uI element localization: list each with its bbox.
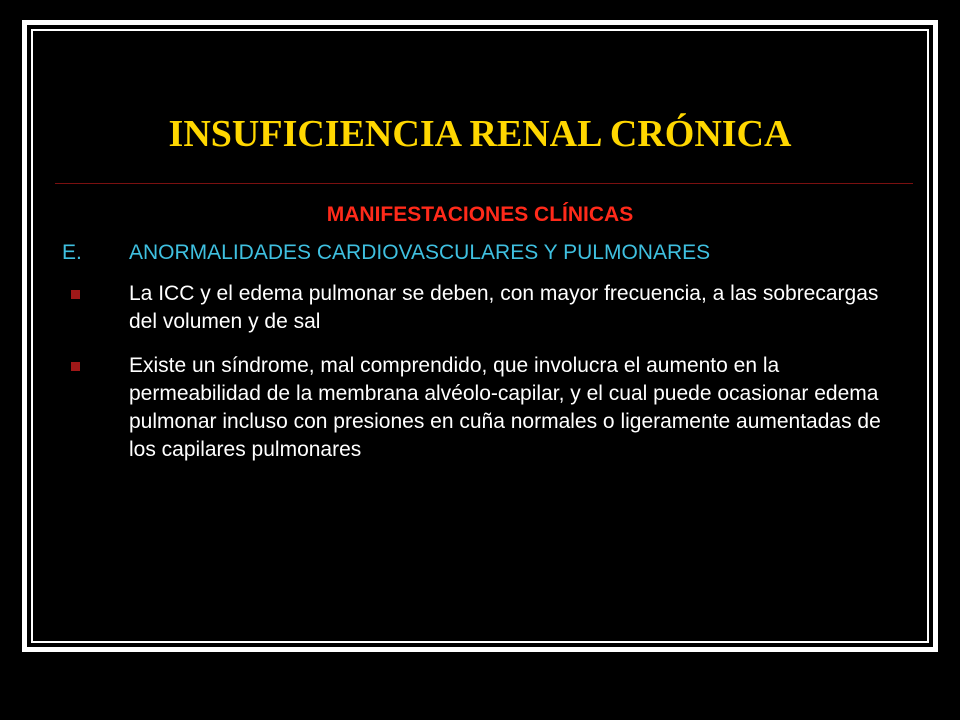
bullet-text: Existe un síndrome, mal comprendido, que involucra el aumento en la permeabilidad de la membrana alvéolo-capilar, y el cual puede ocasionar edema pulmonar incluso con presiones en cuña normales o ligeramente aumentadas de los capilares pulmonares: [129, 354, 881, 461]
title-divider: [55, 183, 913, 184]
square-bullet-icon: [71, 362, 80, 371]
slide-title: INSUFICIENCIA RENAL CRÓNICA: [168, 113, 792, 155]
section-marker: E.: [62, 241, 82, 264]
bullet-text: La ICC y el edema pulmonar se deben, con mayor frecuencia, a las sobrecargas del volumen y de sal: [129, 282, 879, 333]
square-bullet-icon: [71, 290, 80, 299]
section-label: ANORMALIDADES CARDIOVASCULARES Y PULMONARES: [129, 241, 711, 264]
slide-subheading: MANIFESTACIONES CLÍNICAS: [326, 203, 634, 226]
